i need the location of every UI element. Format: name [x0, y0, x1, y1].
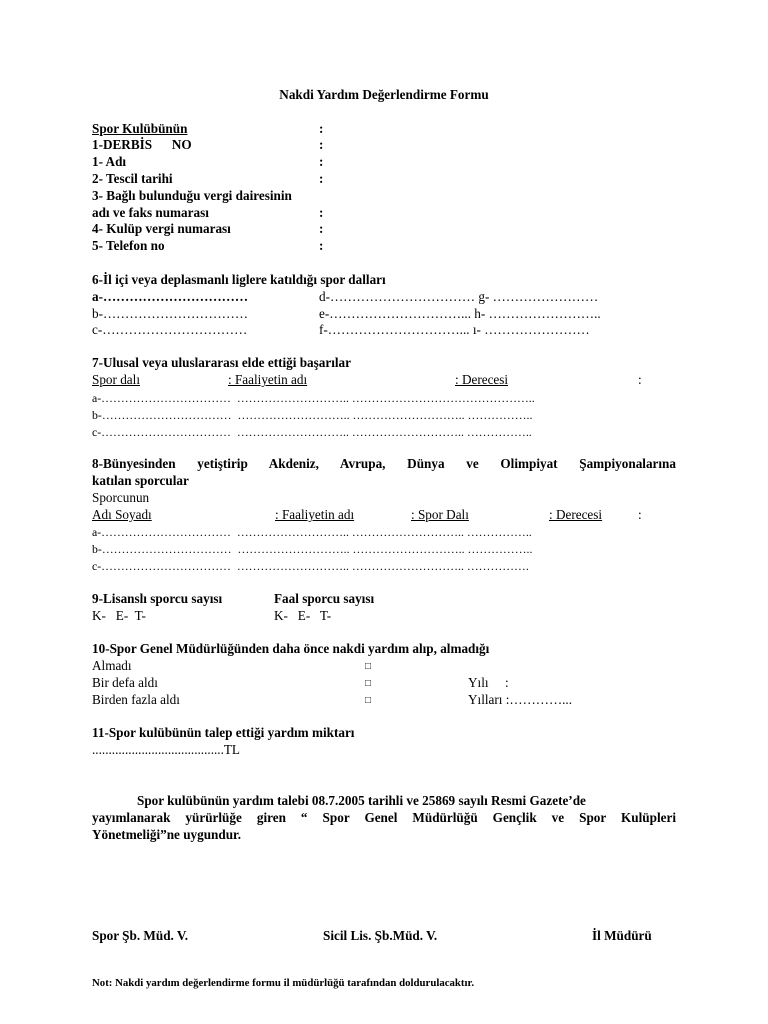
section-7-row: b-…………………………… ……………………….. ……………………….. …………….. [92, 408, 533, 422]
section-8-row: b-…………………………… ……………………….. ……………………….. …………….. [92, 542, 533, 556]
section-6-line: f-…………………………... ı- …………………… [319, 322, 590, 337]
section-8-row: c-…………………………… ……………………….. ……………………….. ……………. [92, 559, 529, 573]
section-8-row: a-…………………………… ……………………….. ……………………….. …………….. [92, 525, 532, 539]
section-6-line: b-…………………………… [92, 306, 249, 321]
section-8-subheading: Sporcunun [92, 490, 150, 505]
footer-note: Not: Nakdi yardım değerlendirme formu il müdürlüğü tarafından doldurulacaktır. [92, 977, 475, 989]
club-row-colon: : [319, 238, 324, 253]
option-label: Birden fazla aldı [92, 692, 180, 707]
section-11-heading: 11-Spor kulübünün talep ettiği yardım miktarı [92, 725, 355, 740]
section-7-header-colon: : [638, 372, 642, 387]
signature-registry-branch: Sicil Lis. Şb.Müd. V. [323, 928, 438, 943]
club-row-tax-number: 4- Kulüp vergi numarası [92, 221, 231, 236]
club-heading-colon: : [319, 121, 324, 136]
signature-sport-branch: Spor Şb. Müd. V. [92, 928, 189, 943]
section-7-header-activity: : Faaliyetin adı [228, 372, 308, 387]
option-year: Yılı : [468, 675, 509, 690]
option-years: Yılları :…………... [468, 692, 573, 707]
club-row-fax: adı ve faks numarası [92, 205, 209, 220]
club-row-derbis: 1-DERBİS NO [92, 137, 192, 152]
section-7-row: c-…………………………… ……………………….. ……………………….. …………….. [92, 425, 532, 439]
section-9-active-value: K- E- T- [274, 608, 332, 623]
section-6-line: e-…………………………... h- …………………….. [319, 306, 601, 321]
club-heading: Spor Kulübünün [92, 121, 188, 136]
checkbox[interactable]: □ [365, 661, 372, 672]
section-8-header-colon: : [638, 507, 642, 522]
club-row-tax-office: 3- Bağlı bulunduğu vergi dairesinin [92, 188, 292, 203]
option-label: Almadı [92, 658, 132, 673]
club-row-colon: : [319, 221, 324, 236]
section-8-header-sport: : Spor Dalı [411, 507, 469, 522]
section-10-heading: 10-Spor Genel Müdürlüğünden daha önce nakdi yardım alıp, almadığı [92, 641, 490, 656]
section-8-heading: 8-Bünyesinden yetiştirip Akdeniz, Avrupa, Dünya ve Olimpiyat Şampiyonalarına [92, 456, 676, 471]
section-7-heading: 7-Ulusal veya uluslararası elde ettiği başarılar [92, 355, 351, 370]
section-9-licensed-value: K- E- T- [92, 608, 146, 623]
section-8-header-activity: : Faaliyetin adı [275, 507, 355, 522]
compliance-paragraph-line2: yayımlanarak yürürlüğe giren “ Spor Genel Müdürlüğü Gençlik ve Spor Kulüpleri [92, 810, 676, 825]
checkbox[interactable]: □ [365, 678, 372, 689]
section-9-licensed-label: 9-Lisanslı sporcu sayısı [92, 591, 223, 606]
section-8-heading-cont: katılan sporcular [92, 473, 189, 488]
section-8-header-name: Adı Soyadı [92, 507, 152, 522]
club-row-name: 1- Adı [92, 154, 127, 169]
club-row-colon: : [319, 205, 324, 220]
section-9-active-label: Faal sporcu sayısı [274, 591, 375, 606]
checkbox[interactable]: □ [365, 695, 372, 706]
section-7-row: a-…………………………… ……………………….. ……………………………………….. [92, 391, 535, 405]
club-row-colon: : [319, 171, 324, 186]
form-title: Nakdi Yardım Değerlendirme Formu [279, 87, 489, 102]
section-8-header-rank: : Derecesi [549, 507, 603, 522]
requested-amount: ........................................TL [92, 742, 240, 757]
compliance-paragraph-line3: Yönetmeliği”ne uygundur. [92, 827, 241, 842]
compliance-paragraph-line1: Spor kulübünün yardım talebi 08.7.2005 tarihli ve 25869 sayılı Resmi Gazete’de [137, 793, 586, 808]
signature-provincial-director: İl Müdürü [592, 928, 652, 943]
section-6-line: c-…………………………… [92, 322, 248, 337]
section-6-line: d-…………………………… g- …………………… [319, 289, 599, 304]
section-6-line: a-…………………………… [92, 289, 249, 304]
option-label: Bir defa aldı [92, 675, 158, 690]
section-7-header-sport: Spor dalı [92, 372, 140, 387]
club-row-colon: : [319, 137, 324, 152]
club-row-registration-date: 2- Tescil tarihi [92, 171, 173, 186]
section-7-header-rank: : Derecesi [455, 372, 509, 387]
club-row-phone: 5- Telefon no [92, 238, 165, 253]
section-6-heading: 6-İl içi veya deplasmanlı liglere katıldığı spor dalları [92, 272, 386, 287]
club-row-colon: : [319, 154, 324, 169]
